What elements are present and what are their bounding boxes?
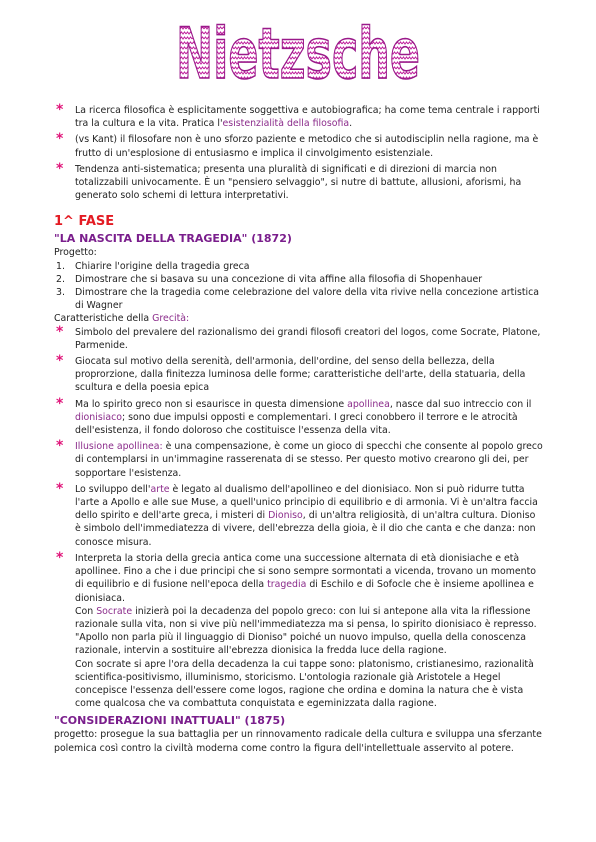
asterisk-icon: * (56, 549, 64, 566)
numbered-item: 2. Dimostrare che si basava su una concezione di vita affine alla filosofia di Shopenhauer (56, 273, 483, 285)
asterisk-icon: * (56, 438, 64, 455)
intro-bullet: * La ricerca filosofica è esplicitamente soggettiva e autobiografica; ha come tema centrale i rapporti tra la cultura e la vita. Pratica l'esistenzialità della filosofia. (56, 102, 540, 130)
asterisk-icon: * (56, 323, 64, 340)
document-body (54, 104, 544, 755)
asterisk-icon: * (56, 480, 64, 497)
phase-heading: 1^ FASE (54, 214, 115, 230)
paragraph: Con socrate si apre l'ora della decadenza la cui tappe sono: platonismo, cristianesimo, razionalità scientifica-positivismo, illuminismo, storicismo. L'ontologia razionale già Aristotele a Hegel concepisce l'essenza dell'essere come logos, ragione che ordina e domina la natura che è vista come qualcosa che va combattuta conquistata e egeminizzata dalla ragione. (75, 658, 534, 710)
asterisk-icon: * (56, 395, 64, 412)
grecita-bullet: * Ma lo spirito greco non si esaurisce in questa dimensione apollinea, nasce dal suo intreccio con il dionisiaco; sono due impulsi opposti e complementari. I greci conobbero il terrore e le atrocità dell'esistenza, il fondo doloroso che costituisce l'essenza della vita. (56, 395, 532, 437)
title-banner (0, 6, 596, 98)
numbered-item: 1. Chiarire l'origine della tragedia greca (56, 260, 250, 272)
paragraph: Con Socrate inizierà poi la decadenza del popolo greco: con lui si antepone alla vita la riflessione razionale sulla vita, non si vive più nell'immediatezza ma si pensa, lo spirito dionisiaco è represso. (75, 605, 537, 630)
numbered-item: 3. Dimostrare che la tragedia come celebrazione del valore della vita rivive nella concezione artistica di Wagner (56, 287, 540, 312)
grecita-bullet: * Lo sviluppo dell'arte è legato al dualismo dell'apollineo e del dionisiaco. Non si può ridurre tutta l'arte a Apollo e alle sue Muse, a quell'unico principio di equilibrio e di armonia. Vi è un'altra faccia dello spirito e dell'arte greca, i misteri di Dioniso, di un'altra religiosità, di un'altra cultura. Dioniso è simbolo dell'immediatezza di vivere, dell'ebrezza della gioia, è il dio che canta e che danza: non conosce misura. (56, 480, 538, 548)
section-heading: "LA NASCITA DELLA TRAGEDIA" (1872) (54, 232, 292, 246)
grecita-bullet: * Illusione apollinea: è una compensazione, è come un gioco di specchi che consente al popolo greco di contemplarsi in un'immagine rasserenata di se stesso. Per questo motivo crearono gli dei, per sopportare l'esistenza. (56, 438, 543, 479)
asterisk-icon: * (56, 353, 64, 370)
page-title-graphic (168, 6, 428, 98)
asterisk-icon: * (56, 160, 64, 177)
progetto-label: Progetto: (54, 247, 97, 259)
paragraph: "Apollo non parla più il linguaggio di Dioniso" poiché un nuovo impulso, quella della conoscenza razionale, intervin a sostituire all'ebrezza dionisica la fredda luce della ragione. (75, 632, 526, 657)
intro-bullet: * (vs Kant) il filosofare non è uno sforzo paziente e metodico che si autodisciplin nella ragione, ma è frutto di un'esplosione di entusiasmo e implica il cinvolgimento esistenziale. (56, 131, 539, 159)
page-title: Nietzsche (176, 13, 420, 95)
asterisk-icon: * (56, 131, 64, 148)
grecita-bullet: * Interpreta la storia della grecia antica come una successione alternata di età dionisiache e età apollinee. Fino a che i due principi che si sono sempre sormontati a vicenda, trovano un momento di equilibrio e di fusione nell'epoca della tragedia di Eschilo e di Sofocle che è insieme apollinea e dionisiaca. Con Socrate inizierà poi la decadenza del popolo greco: con lui si antepone alla vita la riflessione razionale sulla vita, non si vive più nell'immediatezza ma si pensa, lo spirito dionisiaco è represso. "Apollo non parla più il linguaggio di Dioniso" poiché un nuovo impulso, quella della conoscenza razionale, intervin a sostituire all'ebrezza dionisica la fredda luce della ragione. Con socrate si apre l'ora della decadenza la cui tappe sono: platonismo, cristianesimo, razionalità scientifica-positivismo, illuminismo, storicismo. L'ontologia razionale già Aristotele a Hegel concepisce l'essenza dell'essere come logos, ragione che ordina e domina la natura che è vista come qualcosa che va combattuta conquistata e egeminizzata dalla ragione. (54, 552, 544, 710)
grecita-bullet: * Giocata sul motivo della serenità, dell'armonia, dell'ordine, del senso della bellezza, della proprorzione, dalla finitezza luminosa delle forme; caratteristiche dell'arte, della statuaria, della scultura e della poesia epica (56, 353, 526, 394)
intro-bullet: * Tendenza anti-sistematica; presenta una pluralità di significati e di direzioni di marcia non totalizzabili univocamente. È un "pensiero selvaggio", si nutre di battute, allusioni, aforismi, ha generato solo schemi di lettura interpretativi. (56, 160, 522, 202)
asterisk-icon: * (56, 102, 64, 118)
grecita-bullet: * Simbolo del prevalere del razionalismo dei grandi filosofi creatori del logos, come Socrate, Platone, Parmenide. (56, 323, 541, 351)
section-heading: "CONSIDERAZIONI INATTUALI" (1875) (54, 714, 286, 728)
caratteristiche-label: Caratteristiche della Grecità: (54, 313, 190, 325)
paragraph: progetto: prosegue la sua battaglia per un rinnovamento radicale della cultura e sviluppa una sferzante polemica così contro la civiltà moderna come contro la figura dell'intellettuale asservito al potere. (54, 729, 542, 754)
